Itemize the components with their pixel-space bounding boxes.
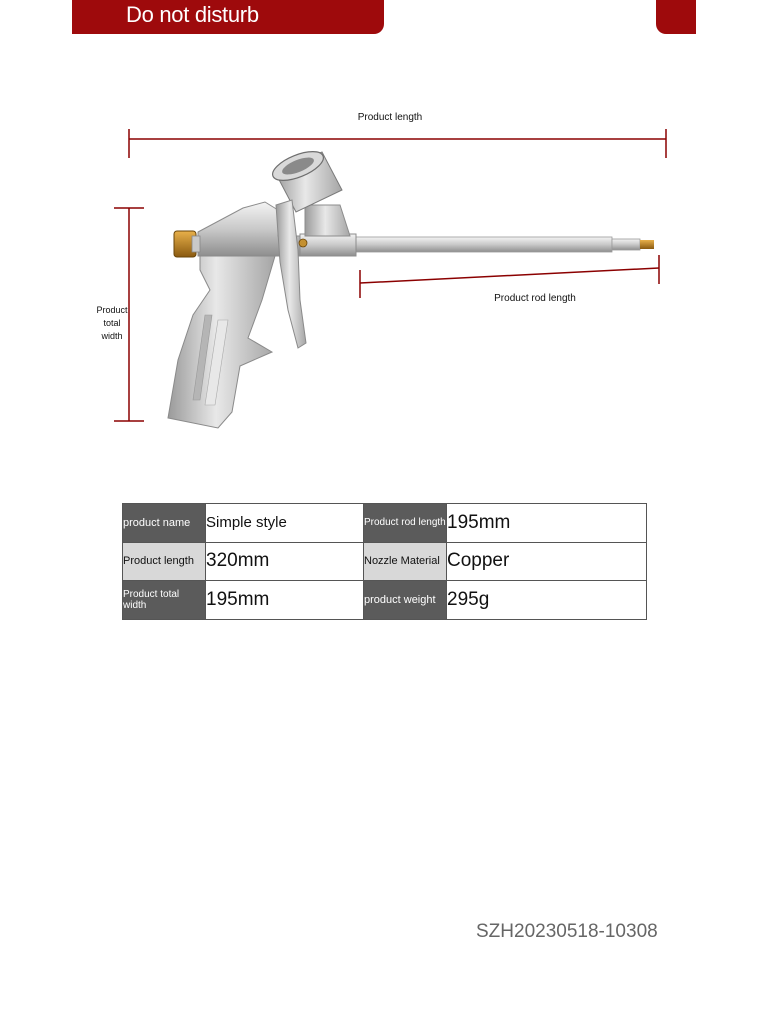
spec-key: Product rod length — [364, 504, 447, 543]
spec-key: Product total width — [123, 581, 206, 620]
trigger-icon — [276, 200, 307, 348]
table-row — [123, 504, 647, 543]
rod-length-dimension-line — [360, 255, 659, 298]
spec-value: 195mm — [206, 581, 364, 620]
specs-table — [122, 503, 647, 620]
spec-value: Simple style — [206, 504, 364, 543]
product-length-label: Product length — [357, 112, 423, 123]
length-dimension-line — [129, 129, 666, 158]
product-rod-length-label: Product rod length — [494, 293, 576, 304]
copper-nozzle-icon — [640, 240, 654, 249]
handle-icon — [168, 256, 275, 428]
serial-number: SZH20230518-10308 — [476, 921, 658, 942]
product-total-width-label: Product total width — [96, 305, 128, 341]
spec-value: 320mm — [206, 542, 364, 581]
brass-knob-icon — [174, 231, 200, 257]
header-title: Do not disturb — [126, 2, 259, 27]
spec-value: 195mm — [447, 504, 647, 543]
spec-key: product name — [123, 504, 206, 543]
spec-key: product weight — [364, 581, 447, 620]
can-adapter-icon — [269, 146, 342, 212]
spec-key: Nozzle Material — [364, 542, 447, 581]
rod-icon — [350, 237, 640, 252]
table-row — [123, 581, 647, 620]
spec-key: Product length — [123, 542, 206, 581]
spec-value: 295g — [447, 581, 647, 620]
spec-value: Copper — [447, 542, 647, 581]
table-row — [123, 542, 647, 581]
